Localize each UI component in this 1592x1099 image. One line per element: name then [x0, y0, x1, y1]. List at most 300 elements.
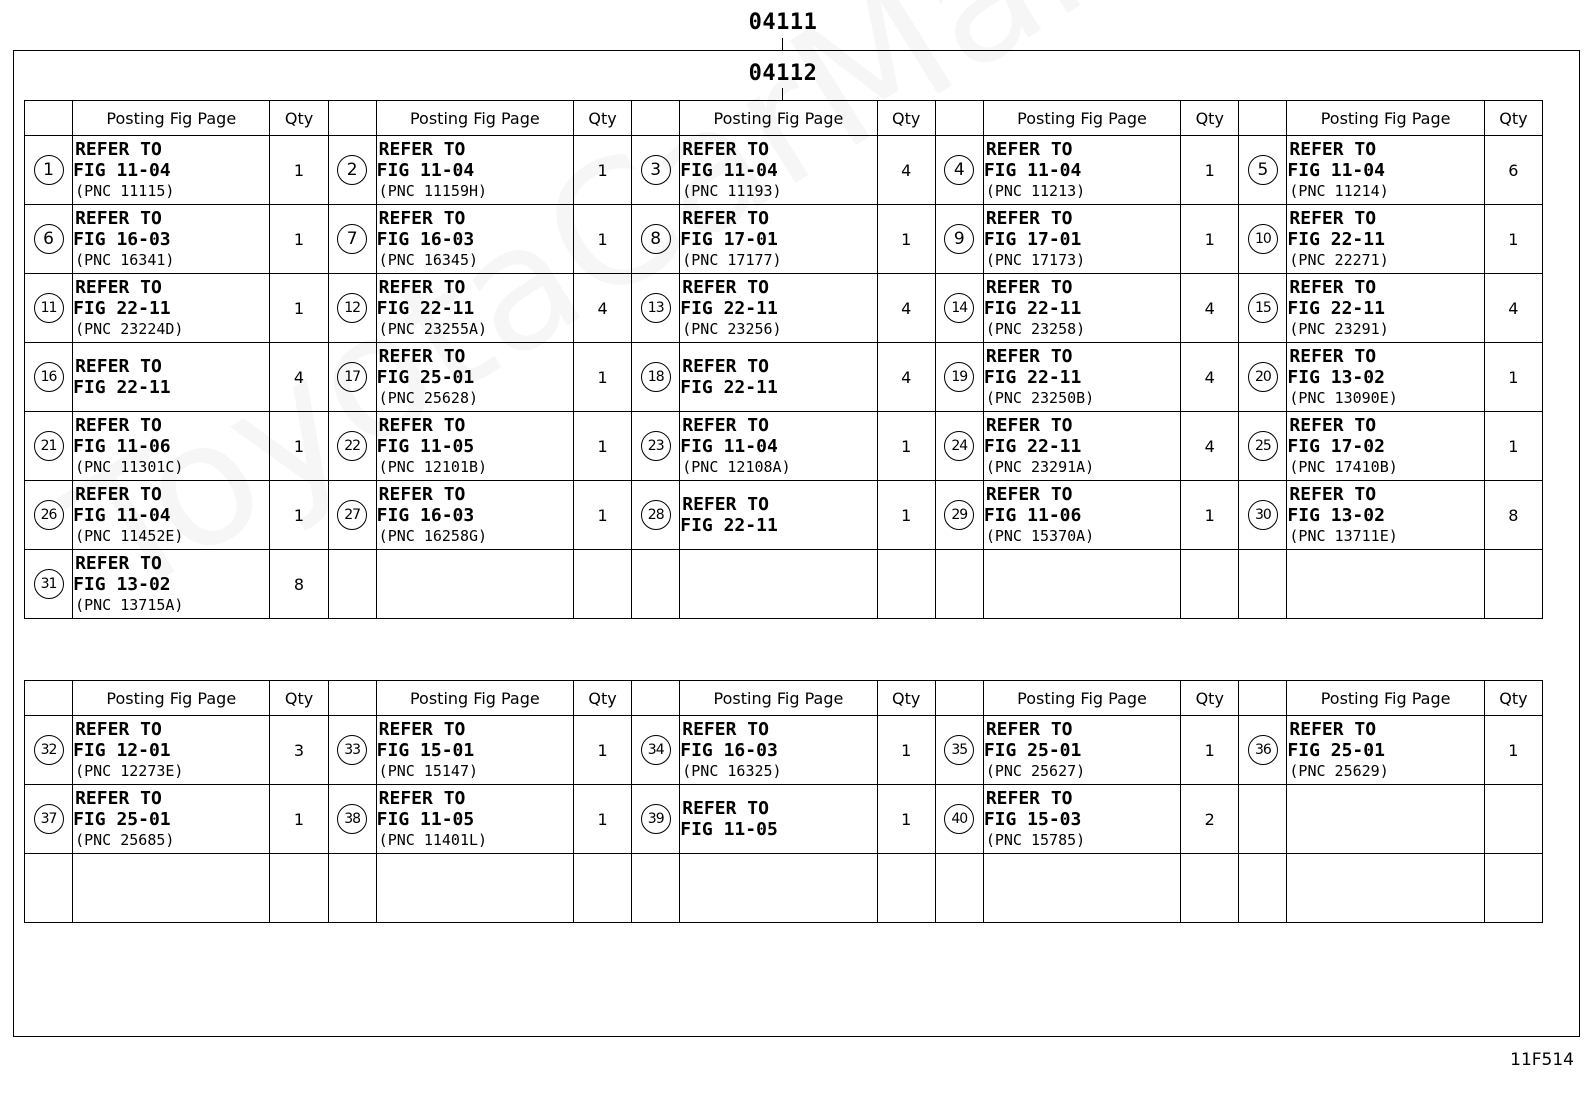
item-callout-number: 1: [34, 155, 64, 185]
item-number-cell: [632, 412, 680, 481]
quantity-cell: 1: [270, 481, 328, 550]
refer-to-text: REFER TO: [985, 718, 1073, 740]
table-row: [25, 205, 1543, 274]
refer-to-text: REFER TO: [75, 207, 162, 229]
parts-table-1: [24, 100, 1543, 619]
pnc-code: (PNC 25628): [378, 388, 479, 407]
posting-fig-page-cell: [680, 205, 877, 274]
pnc-code: (PNC 11159H): [378, 181, 488, 200]
item-number-cell: [1239, 716, 1287, 785]
posting-fig-page-cell: [1287, 274, 1484, 343]
item-number-cell: [935, 785, 983, 854]
fig-reference: FIG 13-02: [73, 573, 171, 595]
refer-to-text: REFER TO: [985, 483, 1073, 505]
item-number-cell: [935, 481, 983, 550]
item-callout-number: 40: [944, 804, 974, 834]
quantity-cell: 1: [1484, 716, 1542, 785]
quantity-cell: 8: [1484, 481, 1542, 550]
posting-fig-page-cell: [376, 274, 573, 343]
pnc-code: (PNC 23258): [985, 319, 1086, 338]
item-callout-number: 35: [944, 735, 974, 765]
posting-fig-page-cell: [376, 412, 573, 481]
quantity-cell: 8: [270, 550, 328, 619]
table-header-row: [25, 101, 1543, 136]
fig-reference: FIG 11-06: [983, 504, 1082, 526]
assembly-code-top: 04111: [748, 10, 818, 35]
item-callout-number: 32: [34, 735, 64, 765]
pnc-code: (PNC 15370A): [985, 526, 1095, 545]
item-number-cell: [328, 785, 376, 854]
pnc-code: (PNC 23255A): [378, 319, 488, 338]
item-number-cell: [632, 343, 680, 412]
quantity-cell: 2: [1181, 785, 1239, 854]
item-callout-number: 16: [34, 362, 64, 392]
pnc-code: (PNC 13715A): [75, 595, 184, 614]
quantity-cell: 1: [877, 205, 935, 274]
table-header-row: [25, 681, 1543, 716]
table-row: [25, 854, 1543, 923]
fig-reference: FIG 11-05: [376, 435, 475, 457]
posting-fig-page-cell: [376, 481, 573, 550]
quantity-cell: [1484, 785, 1542, 854]
refer-to-text: REFER TO: [682, 138, 769, 160]
fig-reference: FIG 11-04: [680, 435, 778, 457]
posting-fig-page-cell: [1287, 205, 1484, 274]
item-callout-number: 23: [641, 431, 671, 461]
item-callout-number: 3: [641, 155, 671, 185]
header-posting-fig-page: Posting Fig Page: [376, 681, 573, 716]
quantity-cell: 4: [1181, 412, 1239, 481]
fig-reference: FIG 13-02: [1287, 504, 1385, 526]
posting-fig-page-cell: [680, 481, 877, 550]
fig-reference: FIG 22-11: [1287, 297, 1385, 319]
quantity-cell: 1: [270, 205, 328, 274]
quantity-cell: 1: [270, 136, 328, 205]
posting-fig-page-cell: [376, 716, 573, 785]
refer-to-text: REFER TO: [75, 276, 162, 298]
item-callout-number: 20: [1248, 362, 1278, 392]
posting-fig-page-cell: [73, 481, 270, 550]
posting-fig-page-cell: [680, 550, 877, 619]
item-callout-number: 10: [1248, 224, 1278, 254]
header-posting-fig-page: Posting Fig Page: [680, 101, 877, 136]
quantity-cell: 1: [574, 136, 632, 205]
pnc-code: (PNC 13711E): [1289, 526, 1398, 545]
fig-reference: FIG 13-02: [1287, 366, 1385, 388]
quantity-cell: 1: [270, 274, 328, 343]
item-number-cell: [935, 343, 983, 412]
header-num-cell: [25, 681, 73, 716]
fig-reference: FIG 22-11: [983, 435, 1082, 457]
item-callout-number: 5: [1248, 155, 1278, 185]
posting-fig-page-cell: [680, 412, 877, 481]
quantity-cell: 1: [877, 716, 935, 785]
quantity-cell: [270, 854, 328, 923]
pnc-code: (PNC 16341): [75, 250, 175, 269]
item-callout-number: 19: [944, 362, 974, 392]
posting-fig-page-cell: [1287, 854, 1484, 923]
posting-fig-page-cell: [1287, 343, 1484, 412]
posting-fig-page-cell: [983, 343, 1180, 412]
pnc-code: (PNC 12108A): [682, 457, 791, 476]
item-number-cell: [25, 854, 73, 923]
posting-fig-page-cell: [983, 550, 1180, 619]
item-number-cell: [328, 136, 376, 205]
fig-reference: FIG 25-01: [376, 366, 475, 388]
fig-reference: FIG 22-11: [376, 297, 475, 319]
pnc-code: (PNC 16258G): [378, 526, 488, 545]
item-number-cell: [328, 205, 376, 274]
item-callout-number: 18: [641, 362, 671, 392]
parts-table-2: [24, 680, 1543, 923]
item-number-cell: [935, 550, 983, 619]
pnc-code: (PNC 16345): [378, 250, 479, 269]
header-qty: Qty: [270, 101, 328, 136]
refer-to-text: REFER TO: [378, 207, 466, 229]
item-number-cell: [25, 550, 73, 619]
pnc-code: (PNC 22271): [1289, 250, 1389, 269]
posting-fig-page-cell: [1287, 550, 1484, 619]
item-number-cell: [1239, 854, 1287, 923]
item-number-cell: [1239, 343, 1287, 412]
fig-reference: FIG 22-11: [680, 297, 778, 319]
item-number-cell: [1239, 481, 1287, 550]
pnc-code: (PNC 23291): [1289, 319, 1389, 338]
posting-fig-page-cell: [73, 274, 270, 343]
posting-fig-page-cell: [983, 136, 1180, 205]
pnc-code: (PNC 23256): [682, 319, 782, 338]
refer-to-text: REFER TO: [75, 356, 162, 377]
item-number-cell: [1239, 550, 1287, 619]
item-number-cell: [632, 785, 680, 854]
posting-fig-page-cell: [376, 854, 573, 923]
item-number-cell: [935, 205, 983, 274]
item-number-cell: [1239, 136, 1287, 205]
item-number-cell: [1239, 785, 1287, 854]
quantity-cell: [1181, 550, 1239, 619]
pnc-code: (PNC 25627): [985, 761, 1086, 780]
pnc-code: (PNC 12101B): [378, 457, 488, 476]
quantity-cell: 4: [1484, 274, 1542, 343]
fig-reference: FIG 11-05: [680, 819, 778, 840]
posting-fig-page-cell: [73, 136, 270, 205]
item-callout-number: 36: [1248, 735, 1278, 765]
item-number-cell: [935, 854, 983, 923]
refer-to-text: REFER TO: [75, 718, 162, 740]
posting-fig-page-cell: [680, 785, 877, 854]
quantity-cell: 1: [1181, 716, 1239, 785]
fig-reference: FIG 17-02: [1287, 435, 1385, 457]
table-row: [25, 412, 1543, 481]
refer-to-text: REFER TO: [1289, 138, 1377, 160]
item-number-cell: [25, 274, 73, 343]
fig-reference: FIG 16-03: [376, 504, 475, 526]
fig-reference: FIG 22-11: [73, 297, 171, 319]
item-callout-number: 33: [337, 735, 367, 765]
item-number-cell: [935, 716, 983, 785]
pnc-code: (PNC 23250B): [985, 388, 1095, 407]
quantity-cell: 1: [1181, 136, 1239, 205]
refer-to-text: REFER TO: [985, 787, 1073, 809]
item-callout-number: 25: [1248, 431, 1278, 461]
refer-to-text: REFER TO: [1289, 345, 1377, 367]
fig-reference: FIG 22-11: [680, 515, 778, 536]
fig-reference: FIG 17-01: [983, 228, 1082, 250]
item-callout-number: 13: [641, 293, 671, 323]
quantity-cell: 1: [1484, 412, 1542, 481]
item-callout-number: 2: [337, 155, 367, 185]
posting-fig-page-cell: [73, 343, 270, 412]
fig-reference: FIG 17-01: [680, 228, 778, 250]
refer-to-text: REFER TO: [378, 787, 466, 809]
header-qty: Qty: [574, 681, 632, 716]
header-posting-fig-page: Posting Fig Page: [983, 101, 1180, 136]
refer-to-text: REFER TO: [1289, 207, 1377, 229]
item-callout-number: 39: [641, 804, 671, 834]
refer-to-text: REFER TO: [985, 276, 1073, 298]
item-callout-number: 28: [641, 500, 671, 530]
quantity-cell: 4: [574, 274, 632, 343]
refer-to-text: REFER TO: [378, 483, 466, 505]
quantity-cell: 1: [574, 205, 632, 274]
posting-fig-page-cell: [680, 716, 877, 785]
fig-reference: FIG 25-01: [983, 739, 1082, 761]
refer-to-text: REFER TO: [985, 138, 1073, 160]
posting-fig-page-cell: [680, 854, 877, 923]
item-callout-number: 4: [944, 155, 974, 185]
posting-fig-page-cell: [73, 785, 270, 854]
posting-fig-page-cell: [73, 412, 270, 481]
quantity-cell: 4: [877, 136, 935, 205]
fig-reference: FIG 11-05: [376, 808, 475, 830]
header-posting-fig-page: Posting Fig Page: [680, 681, 877, 716]
pnc-code: (PNC 15785): [985, 830, 1086, 849]
leader-line-top: [782, 38, 783, 50]
item-number-cell: [25, 481, 73, 550]
posting-fig-page-cell: [680, 136, 877, 205]
fig-reference: FIG 15-03: [983, 808, 1082, 830]
item-number-cell: [632, 716, 680, 785]
item-callout-number: 37: [34, 804, 64, 834]
pnc-code: (PNC 23291A): [985, 457, 1095, 476]
quantity-cell: 4: [1181, 343, 1239, 412]
item-number-cell: [328, 854, 376, 923]
refer-to-text: REFER TO: [682, 207, 769, 229]
header-qty: Qty: [877, 101, 935, 136]
fig-reference: FIG 11-04: [1287, 159, 1385, 181]
fig-reference: FIG 25-01: [1287, 739, 1385, 761]
refer-to-text: REFER TO: [682, 414, 769, 436]
refer-to-text: REFER TO: [75, 552, 162, 574]
pnc-code: (PNC 17177): [682, 250, 782, 269]
posting-fig-page-cell: [376, 785, 573, 854]
fig-reference: FIG 15-01: [376, 739, 475, 761]
posting-fig-page-cell: [376, 205, 573, 274]
quantity-cell: 4: [1181, 274, 1239, 343]
header-posting-fig-page: Posting Fig Page: [73, 681, 270, 716]
item-number-cell: [25, 205, 73, 274]
quantity-cell: 1: [574, 412, 632, 481]
item-number-cell: [25, 136, 73, 205]
quantity-cell: 1: [574, 481, 632, 550]
fig-reference: FIG 11-04: [73, 159, 171, 181]
quantity-cell: 1: [877, 481, 935, 550]
header-qty: Qty: [1484, 681, 1542, 716]
table-row: [25, 136, 1543, 205]
item-number-cell: [632, 205, 680, 274]
table-row: [25, 481, 1543, 550]
fig-reference: FIG 11-04: [73, 504, 171, 526]
quantity-cell: 6: [1484, 136, 1542, 205]
refer-to-text: REFER TO: [682, 276, 769, 298]
item-callout-number: 7: [337, 224, 367, 254]
posting-fig-page-cell: [1287, 481, 1484, 550]
quantity-cell: 1: [574, 343, 632, 412]
quantity-cell: [1484, 854, 1542, 923]
fig-reference: FIG 16-03: [680, 739, 778, 761]
pnc-code: (PNC 25629): [1289, 761, 1389, 780]
table-row: [25, 343, 1543, 412]
item-callout-number: 27: [337, 500, 367, 530]
pnc-code: (PNC 17173): [985, 250, 1086, 269]
posting-fig-page-cell: [983, 854, 1180, 923]
quantity-cell: 1: [877, 785, 935, 854]
pnc-code: (PNC 11401L): [378, 830, 488, 849]
item-number-cell: [632, 136, 680, 205]
header-qty: Qty: [574, 101, 632, 136]
quantity-cell: 1: [1181, 481, 1239, 550]
fig-reference: FIG 11-04: [983, 159, 1082, 181]
item-number-cell: [328, 412, 376, 481]
header-num-cell: [632, 101, 680, 136]
posting-fig-page-cell: [376, 550, 573, 619]
item-number-cell: [632, 854, 680, 923]
item-number-cell: [328, 274, 376, 343]
fig-reference: FIG 22-11: [680, 377, 778, 398]
refer-to-text: REFER TO: [985, 345, 1073, 367]
item-callout-number: 14: [944, 293, 974, 323]
posting-fig-page-cell: [983, 716, 1180, 785]
posting-fig-page-cell: [680, 274, 877, 343]
posting-fig-page-cell: [983, 205, 1180, 274]
assembly-code-inner: 04112: [748, 61, 818, 86]
item-number-cell: [632, 550, 680, 619]
item-callout-number: 24: [944, 431, 974, 461]
quantity-cell: 1: [1181, 205, 1239, 274]
posting-fig-page-cell: [73, 854, 270, 923]
fig-reference: FIG 22-11: [983, 366, 1082, 388]
item-number-cell: [25, 412, 73, 481]
quantity-cell: [574, 550, 632, 619]
item-number-cell: [1239, 412, 1287, 481]
posting-fig-page-cell: [1287, 412, 1484, 481]
item-callout-number: 34: [641, 735, 671, 765]
posting-fig-page-cell: [376, 343, 573, 412]
posting-fig-page-cell: [983, 785, 1180, 854]
quantity-cell: 4: [270, 343, 328, 412]
header-posting-fig-page: Posting Fig Page: [983, 681, 1180, 716]
item-number-cell: [328, 716, 376, 785]
fig-reference: FIG 22-11: [73, 377, 171, 398]
item-callout-number: 17: [337, 362, 367, 392]
item-number-cell: [632, 274, 680, 343]
item-number-cell: [25, 343, 73, 412]
fig-reference: FIG 11-04: [680, 159, 778, 181]
pnc-code: (PNC 16325): [682, 761, 782, 780]
fig-reference: FIG 22-11: [983, 297, 1082, 319]
pnc-code: (PNC 25685): [75, 830, 175, 849]
pnc-code: (PNC 11301C): [75, 457, 184, 476]
header-qty: Qty: [1181, 681, 1239, 716]
quantity-cell: 1: [574, 785, 632, 854]
header-qty: Qty: [877, 681, 935, 716]
quantity-cell: [1484, 550, 1542, 619]
refer-to-text: REFER TO: [378, 276, 466, 298]
header-num-cell: [1239, 101, 1287, 136]
item-number-cell: [935, 136, 983, 205]
item-callout-number: 22: [337, 431, 367, 461]
posting-fig-page-cell: [1287, 716, 1484, 785]
pnc-code: (PNC 11193): [682, 181, 782, 200]
posting-fig-page-cell: [73, 550, 270, 619]
pnc-code: (PNC 12273E): [75, 761, 184, 780]
refer-to-text: REFER TO: [682, 718, 769, 740]
quantity-cell: 4: [877, 343, 935, 412]
quantity-cell: [877, 854, 935, 923]
item-callout-number: 9: [944, 224, 974, 254]
pnc-code: (PNC 11452E): [75, 526, 184, 545]
item-callout-number: 21: [34, 431, 64, 461]
item-number-cell: [25, 785, 73, 854]
header-posting-fig-page: Posting Fig Page: [1287, 681, 1484, 716]
quantity-cell: 1: [1484, 205, 1542, 274]
item-callout-number: 11: [34, 293, 64, 323]
posting-fig-page-cell: [983, 412, 1180, 481]
refer-to-text: REFER TO: [985, 414, 1073, 436]
item-callout-number: 31: [34, 569, 64, 599]
table-row: [25, 274, 1543, 343]
refer-to-text: REFER TO: [75, 483, 162, 505]
fig-reference: FIG 11-06: [73, 435, 171, 457]
table-row: [25, 550, 1543, 619]
refer-to-text: REFER TO: [985, 207, 1073, 229]
item-number-cell: [935, 412, 983, 481]
quantity-cell: 1: [877, 412, 935, 481]
table-row: [25, 785, 1543, 854]
quantity-cell: [574, 854, 632, 923]
header-num-cell: [935, 101, 983, 136]
refer-to-text: REFER TO: [75, 138, 162, 160]
fig-reference: FIG 16-03: [73, 228, 171, 250]
item-callout-number: 30: [1248, 500, 1278, 530]
item-callout-number: 38: [337, 804, 367, 834]
quantity-cell: 4: [877, 274, 935, 343]
posting-fig-page-cell: [73, 716, 270, 785]
item-number-cell: [25, 716, 73, 785]
posting-fig-page-cell: [376, 136, 573, 205]
header-qty: Qty: [270, 681, 328, 716]
item-callout-number: 26: [34, 500, 64, 530]
quantity-cell: [1181, 854, 1239, 923]
posting-fig-page-cell: [983, 274, 1180, 343]
item-number-cell: [328, 343, 376, 412]
header-qty: Qty: [1484, 101, 1542, 136]
item-number-cell: [1239, 205, 1287, 274]
quantity-cell: 1: [270, 412, 328, 481]
item-number-cell: [1239, 274, 1287, 343]
refer-to-text: REFER TO: [378, 718, 466, 740]
item-callout-number: 29: [944, 500, 974, 530]
